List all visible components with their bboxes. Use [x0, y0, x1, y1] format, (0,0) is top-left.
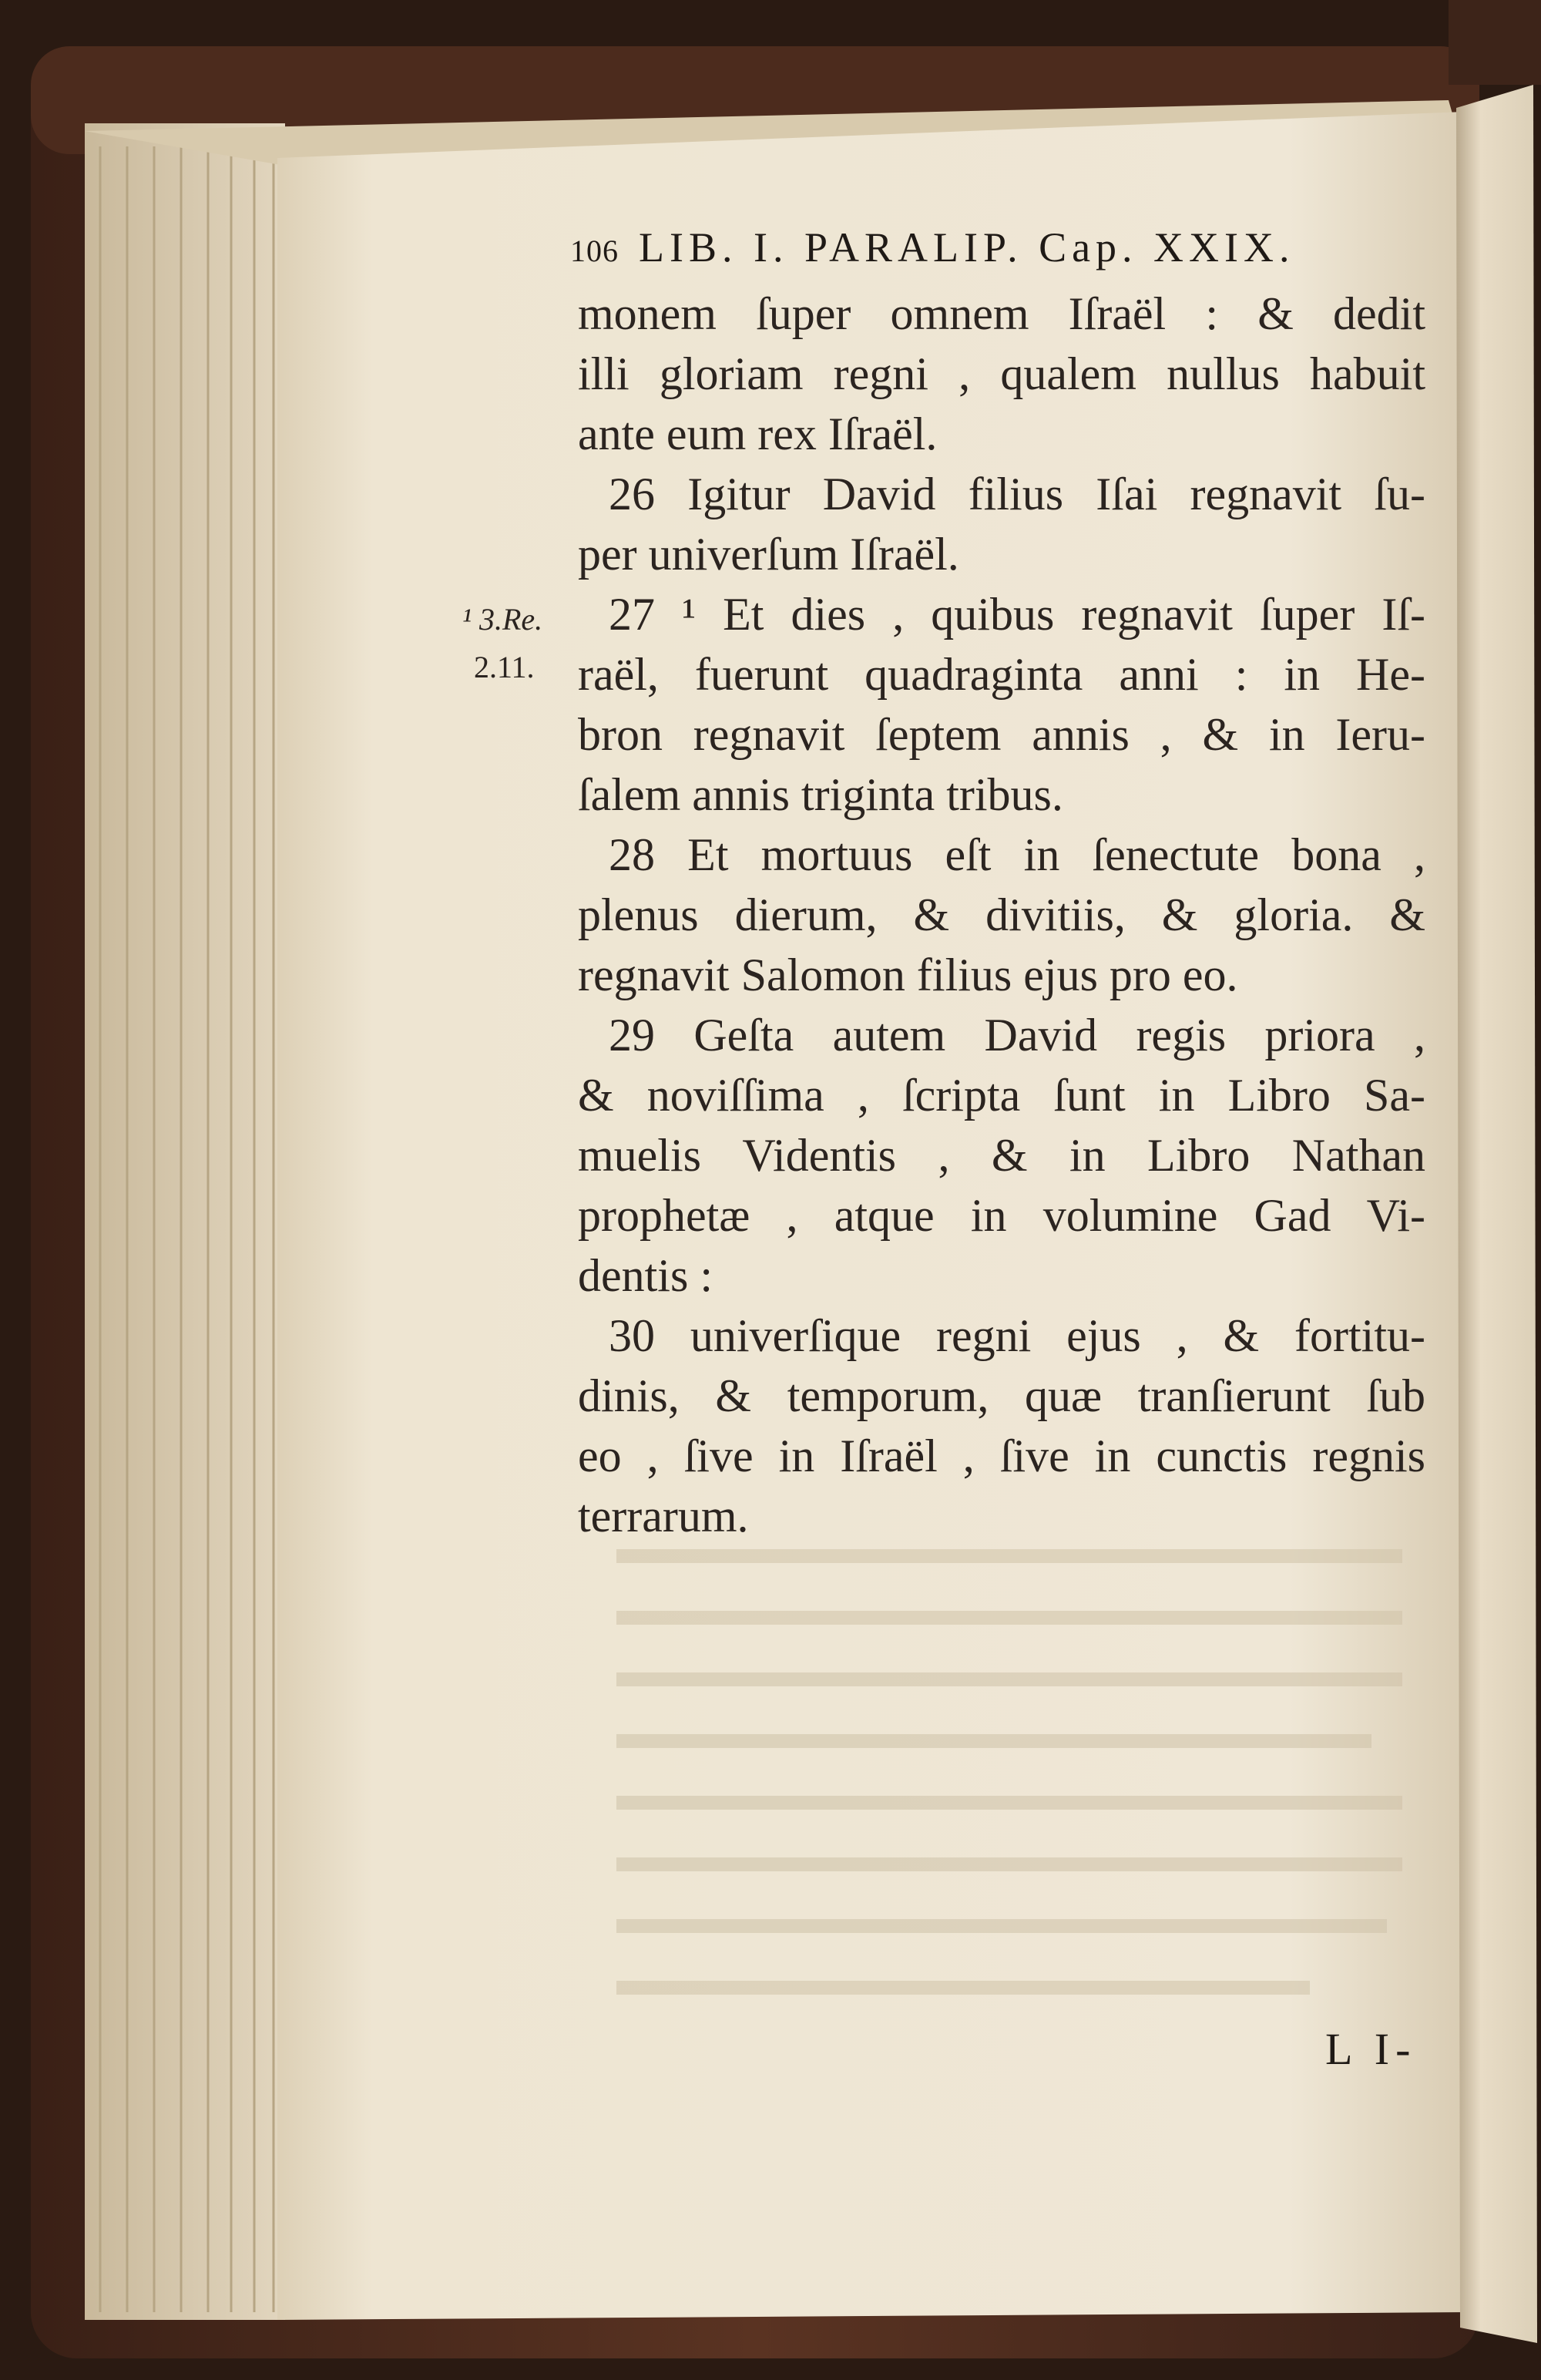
text-line: monem ſuper omnem Iſraël : & dedit	[578, 288, 1425, 339]
text-line: & noviſſima , ſcripta ſunt in Libro Sa-	[578, 1070, 1425, 1121]
catchword: L I-	[1325, 2024, 1417, 2074]
text-line: terrarum.	[578, 1491, 749, 1541]
running-head-title: LIB. I. PARALIP. Cap. XXIX.	[639, 224, 1295, 271]
verse-30: 30 univerſique regni ejus , & fortitu-	[609, 1310, 1425, 1361]
verse-28: 28 Et mortuus eſt in ſenectute bona ,	[609, 829, 1425, 880]
margin-note-line-1: ¹ 3.Re.	[462, 602, 543, 637]
text-line: ante eum rex Iſraël.	[578, 408, 938, 459]
text-line: illi gloriam regni , qualem nullus habuit	[578, 348, 1425, 399]
running-head	[570, 224, 1425, 271]
verse-26: 26 Igitur David filius Iſai regnavit ſu-	[609, 469, 1425, 519]
text-line: per univerſum Iſraël.	[578, 529, 959, 580]
text-line: dinis, & temporum, quæ tranſierunt ſub	[578, 1370, 1425, 1421]
text-line: raël, fuerunt quadraginta anni : in He-	[578, 649, 1425, 700]
text-line: eo , ſive in Iſraël , ſive in cunctis regnis	[578, 1430, 1425, 1481]
verse-27: 27 ¹ Et dies , quibus regnavit ſuper Iſ-	[609, 589, 1425, 640]
text-line: ſalem annis triginta tribus.	[578, 769, 1063, 820]
text-line: prophetæ , atque in volumine Gad Vi-	[578, 1190, 1425, 1241]
margin-note-line-2: 2.11.	[474, 650, 535, 684]
text-line: muelis Videntis , & in Libro Nathan	[578, 1130, 1425, 1181]
text-line: plenus dierum, & divitiis, & gloria. &	[578, 889, 1425, 940]
verse-29: 29 Geſta autem David regis priora ,	[609, 1010, 1425, 1061]
text-line: dentis :	[578, 1250, 713, 1301]
text-line: regnavit Salomon filius ejus pro eo.	[578, 950, 1238, 1000]
text-line: bron regnavit ſeptem annis , & in Ieru-	[578, 709, 1425, 760]
page-number: 106	[570, 234, 619, 268]
